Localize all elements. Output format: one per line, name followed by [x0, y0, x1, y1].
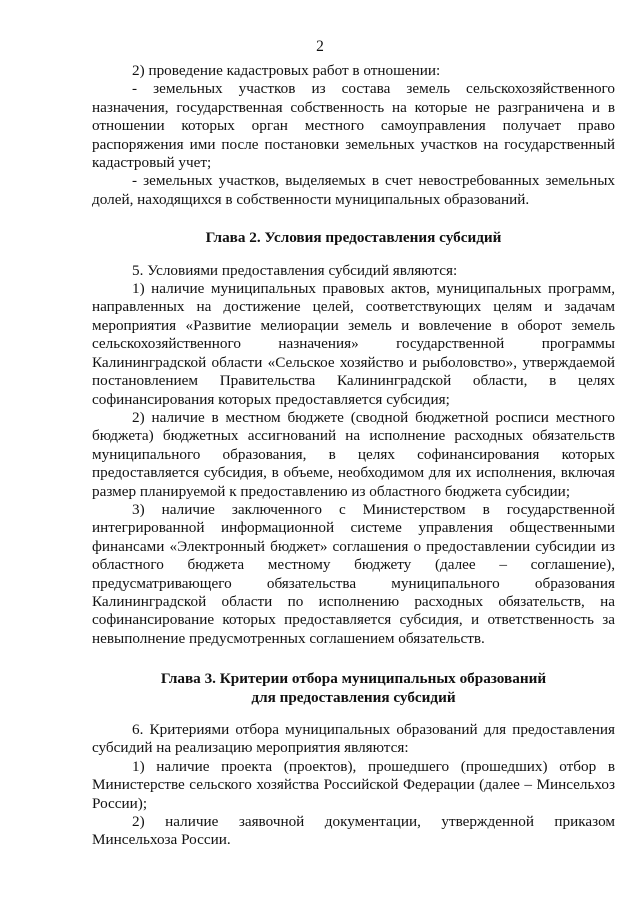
page-number: 2	[316, 38, 324, 55]
bullet-item: - земельных участков из состава земель сельскохозяйственного назначения, государственная собственность на которые не разграничена и в отношении которых орган местного самоуправления получает право распоряжения ими после постановки земельных участков на государственный кадастровый учет;	[92, 80, 615, 172]
chapter-3-title-line1: Глава 3. Критерии отбора муниципальных образований	[160, 670, 547, 688]
chapter-2-title: Глава 2. Условия предоставления субсидий	[205, 229, 502, 247]
chapter-3-title-line2: для предоставления субсидий	[251, 688, 456, 706]
paragraph-item-2: 2) проведение кадастровых работ в отношении:	[132, 62, 441, 79]
paragraph-intro: 6. Критериями отбора муниципальных образований для предоставления субсидий на реализацию мероприятия являются:	[92, 721, 615, 757]
list-item: 2) наличие заявочной документации, утвержденной приказом Минсельхоза России.	[92, 813, 615, 849]
document-body	[92, 62, 615, 850]
bullet-item: - земельных участков, выделяемых в счет невостребованных земельных долей, находящихся в собственности муниципальных образований.	[92, 172, 615, 208]
list-item: 3) наличие заключенного с Министерством в государственной интегрированной информационной системе управления общественными финансами «Электронный бюджет» соглашения о предоставлении субсидии из областного бюджета местному бюджету (далее – соглашение), предусматривающего обязательства муниципального образования Калининградской области по исполнению расходных обязательств, на софинансирование которых предоставляется субсидия, и ответственность за невыполнение предусмотренных соглашением обязательств.	[92, 500, 615, 647]
list-item: 1) наличие проекта (проектов), прошедшего (прошедших) отбор в Министерстве сельского хозяйства Российской Федерации (далее – Минсельхоз России);	[92, 757, 615, 812]
chapter-3-title	[92, 670, 615, 707]
list-item: 1) наличие муниципальных правовых актов, муниципальных программ, направленных на достижение целей, соответствующих целям и задачам мероприятия «Развитие мелиорации земель и вовлечение в оборот земель сельскохозяйственного назначения» государственной программы Калининградской области «Сельское хозяйство и рыболовство», утверждаемой постановлением Правительства Калининградской области, в целях софинансирования которых предоставляется субсидия;	[92, 280, 615, 408]
paragraph-intro: 5. Условиями предоставления субсидий являются:	[132, 261, 458, 279]
list-item: 2) наличие в местном бюджете (сводной бюджетной росписи местного бюджета) бюджетных ассигнований на исполнение расходных обязательств муниципального образования, в целях софинансирования которых предоставляется субсидия, в объеме, необходимом для их исполнения, включая размер планируемой к предоставлению из областного бюджета субсидии;	[92, 408, 615, 500]
